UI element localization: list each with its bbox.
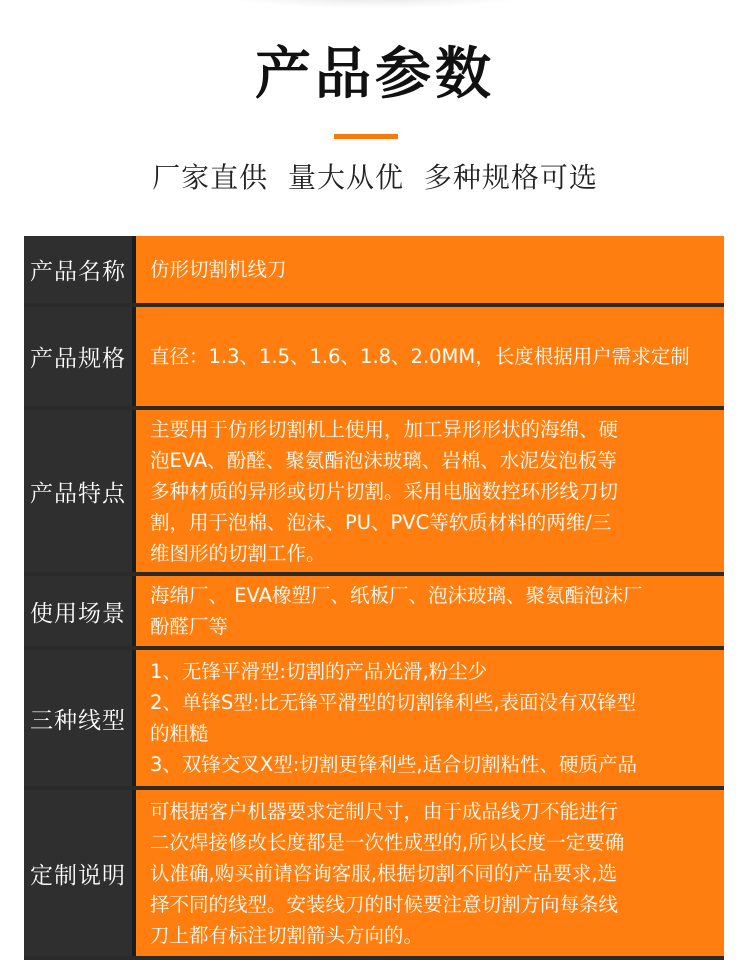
value-line: 主要用于仿形切割机上使用，加工异形形状的海绵、硬 — [150, 417, 619, 441]
page-subtitle — [0, 156, 750, 200]
value-line: 二次焊接修改长度都是一次性成型的,所以长度一定要确 — [150, 830, 625, 854]
row-value — [136, 236, 724, 303]
value-line: 2、单锋S型:比无锋平滑型的切割锋利些,表面没有双锋型 — [150, 691, 637, 714]
row-label: 产品规格 — [24, 307, 136, 406]
value-line: 可根据客户机器要求定制尺寸，由于成品线刀不能进行 — [150, 799, 619, 823]
value-line: 仿形切割机线刀 — [150, 258, 287, 281]
subtitle-factory-direct: 厂家直供 — [152, 161, 269, 194]
value-line: 1、无锋平滑型:切割的产品光滑,粉尘少 — [150, 660, 488, 683]
parameter-table — [24, 236, 724, 960]
value-line: 酚醛厂等 — [150, 615, 229, 638]
row-label: 产品名称 — [24, 236, 136, 303]
row-value — [136, 307, 724, 406]
row-label: 使用场景 — [24, 576, 136, 646]
table-row-product-features — [24, 406, 724, 572]
value-line: 多种材质的异形或切片切割。采用电脑数控环形线刀切 — [150, 479, 619, 503]
table-row-usage-scenarios — [24, 572, 724, 646]
row-value — [136, 650, 724, 786]
value-line: 割，用于泡棉、泡沫、PU、PVC等软质材料的两维/三 — [150, 510, 612, 534]
page-title: 产品参数 — [255, 42, 495, 107]
subtitle-volume-discount: 量大从优 — [287, 161, 404, 194]
value-line: 直径：1.3、1.5、1.6、1.8、2.0MM，长度根据用户需求定制 — [150, 345, 690, 368]
value-line: 认准确,购买前请咨询客服,根据切割不同的产品要求,选 — [150, 861, 618, 885]
table-row-product-spec — [24, 303, 724, 406]
subtitle-spec-options: 多种规格可选 — [423, 161, 598, 194]
row-label: 产品特点 — [24, 410, 136, 572]
row-label: 三种线型 — [24, 650, 136, 786]
table-row-wire-types — [24, 646, 724, 786]
value-line: 刀上都有标注切割箭头方向的。 — [150, 923, 424, 947]
top-shadow-decoration — [225, 0, 525, 8]
value-line: 择不同的线型。安装线刀的时候要注意切割方向每条线 — [150, 892, 619, 916]
title-underline — [334, 134, 398, 139]
value-line: 3、双锋交叉X型:切割更锋利些,适合切割粘性、硬质产品 — [150, 753, 638, 776]
value-line: 海绵厂、 EVA橡塑厂、纸板厂、泡沫玻璃、聚氨酯泡沫厂 — [150, 584, 643, 607]
table-row-customization — [24, 786, 724, 956]
value-line: 泡EVA、酚醛、聚氨酯泡沫玻璃、岩棉、水泥发泡板等 — [150, 448, 617, 472]
value-line: 的粗糙 — [150, 722, 209, 745]
row-value — [136, 410, 724, 572]
row-label: 定制说明 — [24, 790, 136, 956]
value-line: 维图形的切割工作。 — [150, 541, 326, 565]
row-value — [136, 790, 724, 956]
row-value — [136, 576, 724, 646]
table-row-product-name — [24, 236, 724, 303]
